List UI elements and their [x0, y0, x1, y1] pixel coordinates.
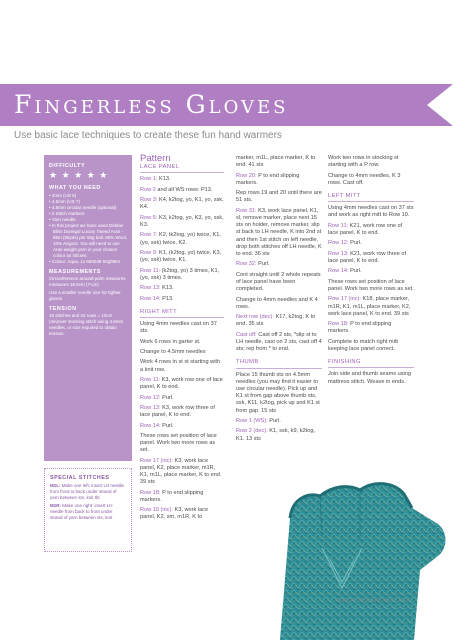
row-instruction: Purl. [162, 394, 174, 401]
right-mitt-continued-rows [236, 155, 322, 353]
row-step-label: Row 14: [140, 295, 161, 302]
pattern-row [140, 187, 224, 194]
thumb-heading: THUMB [236, 359, 322, 368]
row-instruction: Work two rows in stocking st starting with a P row. [328, 155, 399, 169]
row-instruction: K17, k2tog, K to end. 35 sts [236, 314, 316, 328]
materials-list [49, 193, 127, 265]
pattern-row [236, 190, 322, 204]
m1l-text: Make one left: insert LH needle from front to back under strand of yarn between sts, knit tbl [50, 483, 125, 500]
list-item: • Yarn needle [49, 217, 127, 223]
row-instruction: K3, work lace panel, K2, place marker, m1R, K1, m1L, place marker, K to end. 39 sts [140, 457, 222, 486]
row-step-label: Row 11: [140, 376, 161, 383]
watermark-text: SIMPLY SEW AND KNIT LIVE [336, 598, 411, 604]
pattern-row [140, 176, 224, 183]
list-item: • Colour: Aqua, 1x 660048 50g/88m [49, 259, 127, 265]
row-instruction: Rep rows 19 and 20 until there are 51 sts. [236, 190, 322, 204]
pattern-column-1 [140, 155, 224, 525]
pattern-row [328, 268, 414, 275]
pattern-row [236, 208, 322, 258]
row-step-label: Row 2 (dec): [236, 428, 268, 435]
row-instruction: (k2tog, yo) 3 times, K1, (yo, ssk) 3 times. [140, 267, 220, 281]
pattern-row [140, 321, 224, 335]
row-instruction: Work 4 rows in st st starting with a knit row. [140, 359, 221, 373]
pattern-row [236, 314, 322, 328]
row-instruction: K13. [158, 176, 171, 183]
pattern-row [140, 250, 224, 264]
pattern-row [328, 279, 414, 293]
tension-heading: TENSION [49, 306, 77, 312]
thumb-continued-rows [328, 155, 414, 187]
pattern-heading: Pattern [140, 153, 171, 164]
tension-text: 19 stitches and 24 rows = 10cm (4in)over stocking stitch using 4.5mm needles, or size required to obtain tension. [49, 313, 124, 336]
row-step-label: Row 5: [140, 214, 158, 221]
row-instruction: K21, work row one of lace panel, K to end. [328, 222, 403, 236]
pattern-row [140, 507, 224, 521]
row-step-label: Row 12: [140, 394, 161, 401]
row-instruction: Purl. [350, 240, 362, 247]
pattern-row [236, 272, 322, 294]
finishing-heading: FINISHING [328, 359, 414, 368]
glove-photo [262, 478, 453, 640]
pattern-row [236, 173, 322, 187]
lace-panel-heading: LACE PANEL [140, 164, 224, 173]
left-mitt-heading: LEFT MITT [328, 193, 414, 202]
row-step-label: Row 1 (WS): [236, 417, 268, 424]
row-instruction: K3, work row three of lace panel, K to end. [140, 404, 215, 419]
row-instruction: Purl. [269, 417, 281, 424]
pattern-row [140, 215, 224, 229]
row-step-label: Row 11: [328, 222, 349, 229]
pattern-row [236, 297, 322, 311]
row-instruction: Purl. [258, 261, 270, 268]
row-step-label: Row 31: [236, 207, 257, 214]
pattern-row [140, 377, 224, 391]
right-mitt-heading: RIGHT MITT [140, 309, 224, 318]
row-instruction: Change to 4.5mm needles [140, 348, 206, 355]
row-instruction: Using 4mm needles cast on 37 sts. [140, 320, 217, 335]
thumb-rows [236, 372, 322, 443]
row-instruction: Purl. [350, 268, 362, 275]
row-step-label: Row 17 (inc): [328, 296, 361, 303]
row-instruction: marker, m1L, place marker, K to end. 41 sts [236, 155, 316, 169]
pattern-row [140, 285, 224, 292]
row-step-label: Row 13: [328, 250, 349, 257]
row-instruction: K2, tk2tog, yo) twice, K1, (yo, ssk) twice, K2. [140, 232, 221, 246]
row-instruction: These rows set position of lace panel. Work two more rows as set. [328, 278, 414, 292]
row-instruction: K3, work lace panel, K1, sl, remove marker, place next 15 sts on holder, remove marker, slip st back to LH needle, K into 2nd st and then 1st stitch on left needle, drop both stitches off LH needle, K to end. 36 sts [236, 207, 322, 257]
row-instruction: These rows set position of lace panel. Work two more rows as set. [140, 432, 217, 454]
row-instruction: K13. [162, 285, 174, 292]
pattern-column-2 [236, 155, 322, 446]
pattern-row [328, 339, 414, 353]
row-step-label: Cast off: [236, 331, 257, 338]
row-step-label: Row 14: [140, 422, 161, 429]
pattern-row [328, 223, 414, 237]
m1l-definition [50, 483, 126, 501]
m1r-definition [50, 503, 126, 521]
row-instruction: K1, ssk, k9, k2tog, K1. 13 sts [236, 428, 315, 442]
pattern-row [236, 418, 322, 425]
pattern-row [140, 359, 224, 373]
row-instruction: Work 6 rows in garter st. [140, 338, 201, 345]
row-instruction: Change to 4mm needles and K 4 rows. [236, 296, 318, 310]
pattern-row [140, 395, 224, 402]
row-step-label: Row 3: [140, 197, 158, 204]
row-instruction: P to end slipping markers. [328, 321, 392, 335]
pattern-row [140, 268, 224, 282]
pattern-row [140, 197, 224, 211]
pattern-row [140, 433, 224, 455]
row-step-label: Row 9: [140, 249, 158, 256]
row-instruction: P to end slipping markers. [236, 172, 300, 186]
row-instruction: and all WS rows: P13. [157, 186, 213, 193]
pattern-row [236, 332, 322, 354]
row-instruction: K3, k2tog, yo, K3, yo, ssk, K3. [140, 214, 224, 228]
pattern-row [140, 458, 224, 487]
pattern-row [328, 296, 414, 318]
row-instruction: K3, work lace panel, K2, sm, m1R, K to [140, 507, 209, 521]
page-title: Fingerless Gloves [14, 90, 289, 119]
row-step-label: Row 1: [140, 176, 158, 183]
special-stitches-heading: SPECIAL STITCHES [50, 475, 110, 481]
pattern-row [140, 232, 224, 246]
row-instruction: Place 15 thumb sts on 4.5mm needles (you may find it easier to use circular needle). Pick up and K1 st from gap above thumb sts, ssk, K11, k2tog, pick up and K1 st from gap. 15 sts [236, 371, 320, 414]
what-you-need-heading: WHAT YOU NEED [49, 185, 101, 191]
row-step-label: Next row (dec): [236, 314, 274, 321]
row-instruction: Purl. [162, 422, 174, 429]
measurements-text: Circumference around palm measures measures 18.5cm (7¼in) [49, 276, 126, 287]
pattern-row [140, 296, 224, 303]
row-step-label: Row 13: [140, 404, 161, 411]
row-instruction: P to end slipping markers. [140, 489, 204, 503]
row-instruction: Cont straight until 2 whole repeats of lace panel have been completed. [236, 271, 321, 293]
row-step-label: Row 11: [140, 267, 161, 274]
pattern-row [140, 339, 224, 346]
pattern-row [236, 155, 322, 169]
row-step-label: Row 20: [236, 172, 257, 179]
row-step-label: Row 17 (inc): [140, 457, 173, 464]
right-mitt-rows [140, 321, 224, 522]
list-item: • 2 Stitch markers [49, 211, 127, 217]
row-instruction: Change to 4mm needles, K 3 rows. Cast off. [328, 172, 401, 186]
pattern-column-3 [328, 155, 414, 389]
pattern-row [328, 240, 414, 247]
measurements-heading: MEASUREMENTS [49, 269, 101, 275]
m1r-abbr: M1R: [50, 503, 61, 508]
list-item: • 4.5mm circular needle (optional) [49, 205, 127, 211]
difficulty-stars-icon: ★ ★ ★ ★ ★ [49, 170, 109, 180]
pattern-row [140, 349, 224, 356]
list-item: • In this project we have used Debbie Bliss Donegal Luxury Tweed Aran - 88m (96yds) per 50g ball. 90% Wool, 10% Angora. You will need to use Aran weight yarn in your chosen colour as follows: [49, 223, 127, 259]
pattern-row [328, 205, 414, 219]
row-instruction: K4, k2tog, yo, K1, yo, ssk, K4. [140, 197, 224, 211]
row-instruction: Complete to match right mitt keeping lace panel correct. [328, 338, 398, 352]
difficulty-heading: DIFFICULTY [49, 163, 86, 169]
row-step-label: Row 32: [236, 261, 257, 268]
lace-panel-rows [140, 176, 224, 302]
row-step-label: Row 18: [140, 489, 161, 496]
row-step-label: Row 2 [140, 186, 156, 193]
row-step-label: Row 18: [328, 321, 349, 328]
pattern-row [236, 428, 322, 442]
measurements-note: Use a smaller needle size for tighter gloves [49, 290, 121, 301]
m1l-abbr: M1L: [50, 483, 61, 488]
pattern-row [236, 261, 322, 268]
list-item: • 4mm (US 6) [49, 193, 127, 199]
special-stitches-box [44, 468, 132, 552]
pattern-row [328, 155, 414, 169]
row-instruction: K3, work row one of lace panel, K to end. [140, 376, 223, 391]
m1r-text: Make one right: insert LH needle from back to front under strand of yarn between sts, knit [50, 503, 113, 520]
page-subtitle: Use basic lace techniques to create these fun hand warmers [14, 130, 282, 141]
row-instruction: Cast off 2 sts, *slip st to LH needle, cast on 2 sts, cast off 4 sts; rep from * to end. [236, 331, 322, 353]
pattern-row [140, 405, 224, 419]
list-item: • 4.5mm (US 7) [49, 199, 127, 205]
left-mitt-rows [328, 205, 414, 353]
pattern-row [328, 251, 414, 265]
pattern-row [328, 321, 414, 335]
pattern-row [236, 372, 322, 415]
row-instruction: K1, (k2tog, yo) twice, K3, (yo, ssk) twice, K1. [140, 249, 222, 264]
row-step-label: Row 13: [140, 285, 161, 292]
pattern-row [328, 173, 414, 187]
row-instruction: P13. [162, 295, 174, 302]
row-instruction: Using 4mm needles cast on 37 sts and work as right mitt to Row 10. [328, 205, 414, 219]
row-step-label: Row 19 (inc): [140, 507, 173, 514]
pattern-row [140, 490, 224, 504]
row-step-label: Row 12: [328, 240, 349, 247]
row-instruction: K21, work row three of lace panel, K to end. [328, 250, 407, 264]
row-step-label: Row 7: [140, 232, 158, 239]
row-step-label: Row 14: [328, 268, 349, 275]
finishing-text: Join side and thumb seams using mattress stitch. Weave in ends. [328, 371, 412, 385]
pattern-row [140, 423, 224, 430]
requirements-sidebar [44, 155, 132, 461]
row-instruction: K18, place marker, m1R, K1, m1L, place marker, K2, work lace panel, K to end. 39 sts [328, 296, 411, 317]
